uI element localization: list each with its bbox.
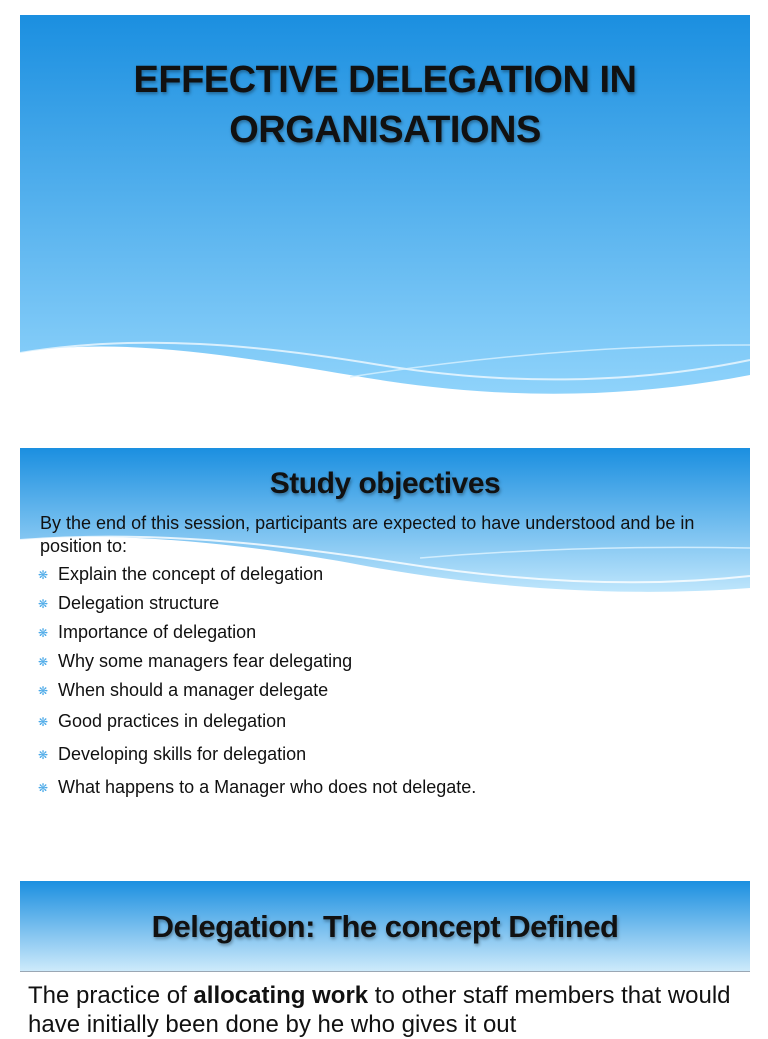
list-item [38,738,476,771]
list-item-label: Developing skills for delegation [58,744,307,764]
list-item-label: Good practices in delegation [58,711,287,731]
title-line-2: ORGANISATIONS [229,109,541,151]
definition-text-bold: allocating work [193,982,369,1009]
definition-text [28,981,743,1039]
bullet-icon: ❋ [38,683,49,698]
definition-text-start: The practice of [28,982,194,1009]
bullet-icon: ❋ [38,625,49,640]
slide-title [20,55,750,155]
bullet-icon: ❋ [38,654,49,669]
definition-text-end: to other staff members that would have initially been done by he who gives it out [28,982,731,1038]
slide-title: Delegation: The concept Defined [151,909,619,944]
intro-text: By the end of this session, participants are expected to have understood and be in position to: [40,513,695,556]
slide-title: Study objectives [269,467,501,500]
bullet-icon: ❋ [38,567,49,582]
list-item [38,771,476,804]
list-item-label: What happens to a Manager who does not delegate. [58,777,477,797]
bullet-icon: ❋ [38,596,49,611]
list-item [38,705,476,738]
list-item-label: Delegation structure [58,593,220,613]
list-item-label: Why some managers fear delegating [58,651,353,671]
title-slide [20,15,750,395]
bullet-icon: ❋ [38,747,49,762]
list-item [38,676,476,705]
list-item-label: Importance of delegation [58,622,257,642]
objectives-slide [20,448,750,818]
divider [20,971,750,972]
list-item-label: Explain the concept of delegation [58,564,324,584]
list-item-label: When should a manager delegate [58,680,329,700]
objectives-list [38,560,476,804]
title-line-1: EFFECTIVE DELEGATION IN [133,59,637,101]
bullet-icon: ❋ [38,780,49,795]
bullet-icon: ❋ [38,714,49,729]
list-item [38,560,476,589]
list-item [38,618,476,647]
concept-slide [20,881,750,1038]
list-item [38,647,476,676]
list-item [38,589,476,618]
